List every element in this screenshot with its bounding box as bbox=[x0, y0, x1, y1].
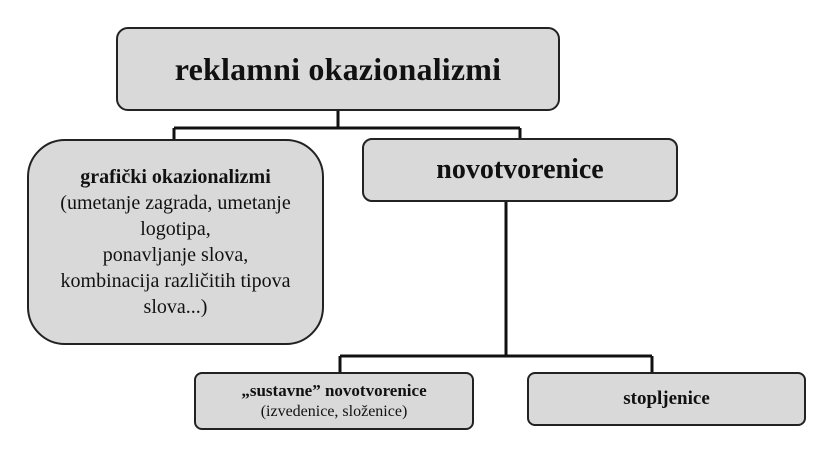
graphic-node-line: kombinacija različitih tipova bbox=[60, 270, 291, 292]
graphic-node-line: ponavljanje slova, bbox=[102, 244, 249, 266]
root-label: reklamni okazionalizmi bbox=[174, 50, 502, 87]
graphic-node-line: logotipa, bbox=[140, 218, 211, 240]
sustavne-title: „sustavne” novotvorenice bbox=[241, 381, 427, 400]
sustavne-novotvorenice-node bbox=[194, 372, 474, 430]
sustavne-desc: (izvedenice, složenice) bbox=[260, 403, 408, 420]
root-node bbox=[116, 27, 560, 111]
stopljenice-node bbox=[527, 372, 806, 426]
novotvorenice-label: novotvorenice bbox=[436, 154, 604, 185]
graphic-node-line: (umetanje zagrada, umetanje bbox=[60, 192, 291, 214]
stopljenice-label: stopljenice bbox=[623, 388, 710, 409]
graphic-node-line: slova...) bbox=[143, 296, 208, 318]
graphic-occasionalisms-node bbox=[27, 139, 324, 345]
graphic-node-title: grafički okazionalizmi bbox=[80, 166, 271, 188]
novotvorenice-node bbox=[362, 138, 678, 202]
